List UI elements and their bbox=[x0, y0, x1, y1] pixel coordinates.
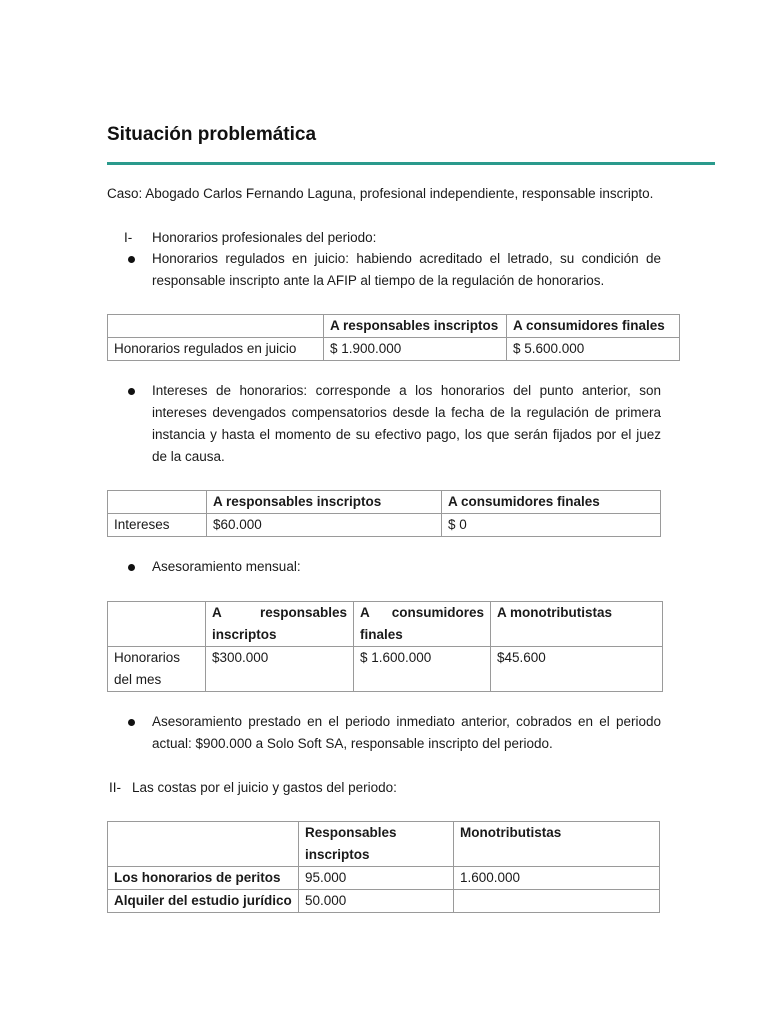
table-row bbox=[108, 647, 663, 692]
table-cell: $ 5.600.000 bbox=[507, 338, 680, 361]
table-cell: Los honorarios de peritos bbox=[108, 867, 299, 890]
table-cell: Honorarios regulados en juicio bbox=[108, 338, 324, 361]
table-cell: 1.600.000 bbox=[454, 867, 660, 890]
table-header-row bbox=[108, 602, 663, 647]
table-row bbox=[108, 338, 680, 361]
table-row bbox=[108, 867, 660, 890]
section-1-heading: Honorarios profesionales del periodo: bbox=[152, 230, 377, 245]
section-1-numeral: I- bbox=[124, 230, 133, 245]
table-header-cell: Responsables inscriptos bbox=[299, 822, 454, 867]
bullet-icon bbox=[128, 388, 135, 395]
table-header-cell bbox=[108, 602, 206, 647]
title-divider bbox=[107, 162, 715, 165]
table-row bbox=[108, 514, 661, 537]
table-header-cell bbox=[108, 491, 207, 514]
page-title: Situación problemática bbox=[107, 124, 317, 145]
table-header-cell bbox=[108, 822, 299, 867]
table-header-row bbox=[108, 315, 680, 338]
table-header-cell: A consumidores finales bbox=[507, 315, 680, 338]
table-header-cell: Monotributistas bbox=[454, 822, 660, 867]
section-2-heading: Las costas por el juicio y gastos del periodo: bbox=[132, 780, 397, 795]
table-cell: Honorarios del mes bbox=[108, 647, 206, 692]
table-cell: $60.000 bbox=[207, 514, 442, 537]
table-asesoramiento-mensual bbox=[107, 601, 663, 692]
table-header-row bbox=[108, 822, 660, 867]
table-header-cell bbox=[108, 315, 324, 338]
table-cell: 50.000 bbox=[299, 890, 454, 913]
table-cell: $ 0 bbox=[442, 514, 661, 537]
bullet-intereses: Intereses de honorarios: corresponde a los honorarios del punto anterior, son intereses devengados compensatorios desde la fecha de la regulación de primera instancia y hasta el momento de su efectivo pago, los que serán fijados por el juez de la causa. bbox=[152, 383, 661, 464]
table-cell: $ 1.600.000 bbox=[354, 647, 491, 692]
section-2-numeral: II- bbox=[109, 780, 121, 795]
table-intereses bbox=[107, 490, 661, 537]
bullet-icon bbox=[128, 564, 135, 571]
bullet-icon bbox=[128, 719, 135, 726]
bullet-asesoramiento-anterior: Asesoramiento prestado en el periodo inmediato anterior, cobrados en el periodo actual: $900.000 a Solo Soft SA, responsable inscripto del periodo. bbox=[152, 714, 661, 751]
bullet-icon bbox=[128, 256, 135, 263]
table-cell: $ 1.900.000 bbox=[324, 338, 507, 361]
table-cell: $300.000 bbox=[206, 647, 354, 692]
table-header-cell: A responsables inscriptos bbox=[324, 315, 507, 338]
bullet-asesoramiento-mensual: Asesoramiento mensual: bbox=[152, 559, 301, 574]
table-header-cell: A monotributistas bbox=[491, 602, 663, 647]
table-header-cell: A responsables inscriptos bbox=[207, 491, 442, 514]
table-header-cell: A responsables inscriptos bbox=[206, 602, 354, 647]
table-cell: 95.000 bbox=[299, 867, 454, 890]
table-header-cell: A consumidores finales bbox=[442, 491, 661, 514]
table-header-row bbox=[108, 491, 661, 514]
table-costas-gastos bbox=[107, 821, 660, 913]
case-description: Caso: Abogado Carlos Fernando Laguna, profesional independiente, responsable inscripto. bbox=[107, 186, 654, 201]
table-row bbox=[108, 890, 660, 913]
table-honorarios-regulados bbox=[107, 314, 680, 361]
bullet-honorarios-regulados: Honorarios regulados en juicio: habiendo acreditado el letrado, su condición de responsable inscripto ante la AFIP al tiempo de la regulación de honorarios. bbox=[152, 251, 661, 288]
table-cell: Alquiler del estudio jurídico bbox=[108, 890, 299, 913]
table-header-cell: A consumidores finales bbox=[354, 602, 491, 647]
table-cell: $45.600 bbox=[491, 647, 663, 692]
table-cell bbox=[454, 890, 660, 913]
table-cell: Intereses bbox=[108, 514, 207, 537]
